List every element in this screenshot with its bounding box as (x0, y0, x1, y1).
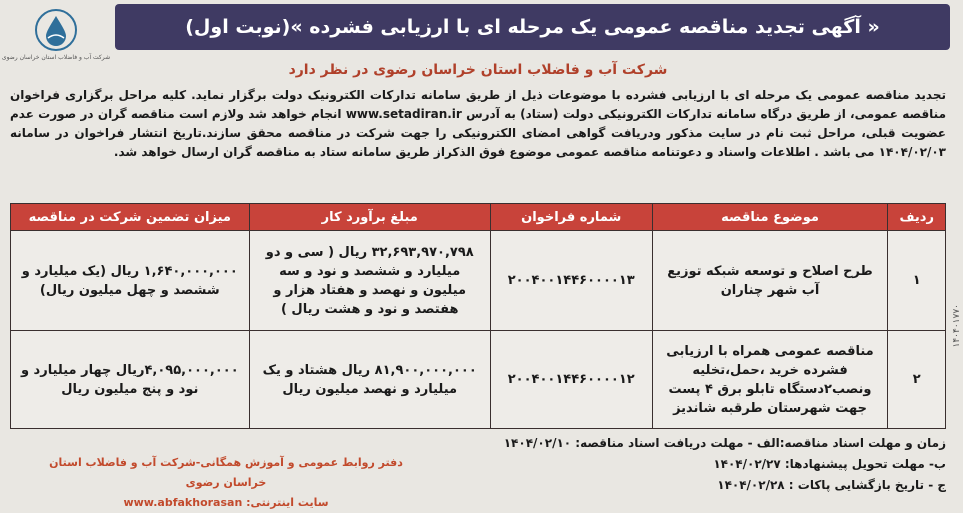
cell-subject: طرح اصلاح و توسعه شبکه توزیع آب شهر چناران (652, 231, 888, 331)
cell-estimate: ۳۲,۶۹۳,۹۷۰,۷۹۸ ریال ( سی و دو میلیارد و ششصد و نود و سه میلیون و نهصد و هفتاد هزار و هفتصد و نود و هشت ریال ) (249, 231, 490, 331)
table-row (11, 231, 946, 331)
deadline-proposals: ب- مهلت تحویل پیشنهادها: ۱۴۰۴/۰۲/۲۷ (713, 457, 946, 471)
cell-row-number: ۱ (888, 231, 946, 331)
deadline-documents: زمان و مهلت اسناد مناقصه:الف - مهلت دریافت اسناد مناقصه: ۱۴۰۴/۰۲/۱۰ (503, 436, 946, 450)
notice-header (115, 4, 950, 50)
header-row-number: ردیف (888, 204, 946, 231)
notice-title: « آگهی تجدید مناقصه عمومی یک مرحله ای با ارزیابی فشرده »(نوبت اول) (185, 16, 880, 38)
header-subject: موضوع مناقصه (652, 204, 888, 231)
notice-subtitle: شرکت آب و فاضلاب استان خراسان رضوی در نظر دارد (288, 62, 668, 78)
tenders-table (10, 203, 946, 429)
tender-notice (1, 4, 962, 509)
cell-call-number: ۲۰۰۴۰۰۱۴۴۶۰۰۰۰۱۳ (490, 231, 652, 331)
header-estimate: مبلغ برآورد کار (249, 204, 490, 231)
water-drop-logo-icon (34, 8, 78, 52)
header-guarantee: میزان تضمین شرکت در مناقصه (11, 204, 250, 231)
table-header-row (11, 204, 946, 231)
cell-subject: مناقصه عمومی همراه با ارزیابی فشرده خرید ،حمل،تخلیه ونصب۲دستگاه تابلو برق ۴ پست جهت شهرستان طرقبه شاندیز (652, 331, 888, 429)
cell-guarantee: ۱,۶۴۰,۰۰۰,۰۰۰ ریال (یک میلیارد و ششصد و چهل میلیون ریال) (11, 231, 250, 331)
deadline-opening: ج - تاریخ بازگشایی پاکات : ۱۴۰۴/۰۲/۲۸ (717, 478, 946, 492)
footer-signature (36, 453, 416, 513)
notice-body: تجدید مناقصه عمومی یک مرحله ای با ارزیابی فشرده با موضوعات ذیل از طریق سامانه تدارکات الکترونیک دولت برگزار نماید. کلیه مراحل برگزاری فراخوان مناقصه عمومی، از طریق درگاه سامانه تدارکات الکترونیکی دولت (ستاد) به آدرس www.setadiran.ir انجام خواهد شد ولازم است مناقصه گران در صورت عدم عضویت قبلی، مراحل ثبت نام در سایت مذکور ودریافت گواهی امضای الکترونیکی را جهت شرکت در مناقصه محقق سازند.تاریخ انتشار فراخوان در سامانه ۱۴۰۴/۰۲/۰۳ می باشد . اطلاعات واسناد و دعوتنامه مناقصه عمومی موضوع فوق الذکراز طریق سامانه ستاد به مناقصه گران ارسال خواهد شد. (10, 88, 947, 159)
side-code: ۱۴۰۴۰۱۷۷۰ (952, 304, 962, 348)
logo-caption: شرکت آب و فاضلاب استان خراسان رضوی (1, 54, 111, 61)
table-row (11, 331, 946, 429)
header-call-number: شماره فراخوان (490, 204, 652, 231)
company-logo (1, 4, 111, 66)
footer-website: سایت اینترنتی: www.abfakhorasan (123, 496, 329, 509)
deadlines (426, 433, 946, 496)
cell-row-number: ۲ (888, 331, 946, 429)
footer-org-name: دفتر روابط عمومی و آموزش همگانی-شرکت آب و فاضلاب استان خراسان رضوی (49, 456, 403, 489)
cell-call-number: ۲۰۰۴۰۰۱۴۴۶۰۰۰۰۱۲ (490, 331, 652, 429)
cell-estimate: ۸۱,۹۰۰,۰۰۰,۰۰۰ ریال هشتاد و یک میلیارد و نهصد میلیون ریال (249, 331, 490, 429)
cell-guarantee: ۴,۰۹۵,۰۰۰,۰۰۰ریال چهار میلیارد و نود و پنج میلیون ریال (11, 331, 250, 429)
